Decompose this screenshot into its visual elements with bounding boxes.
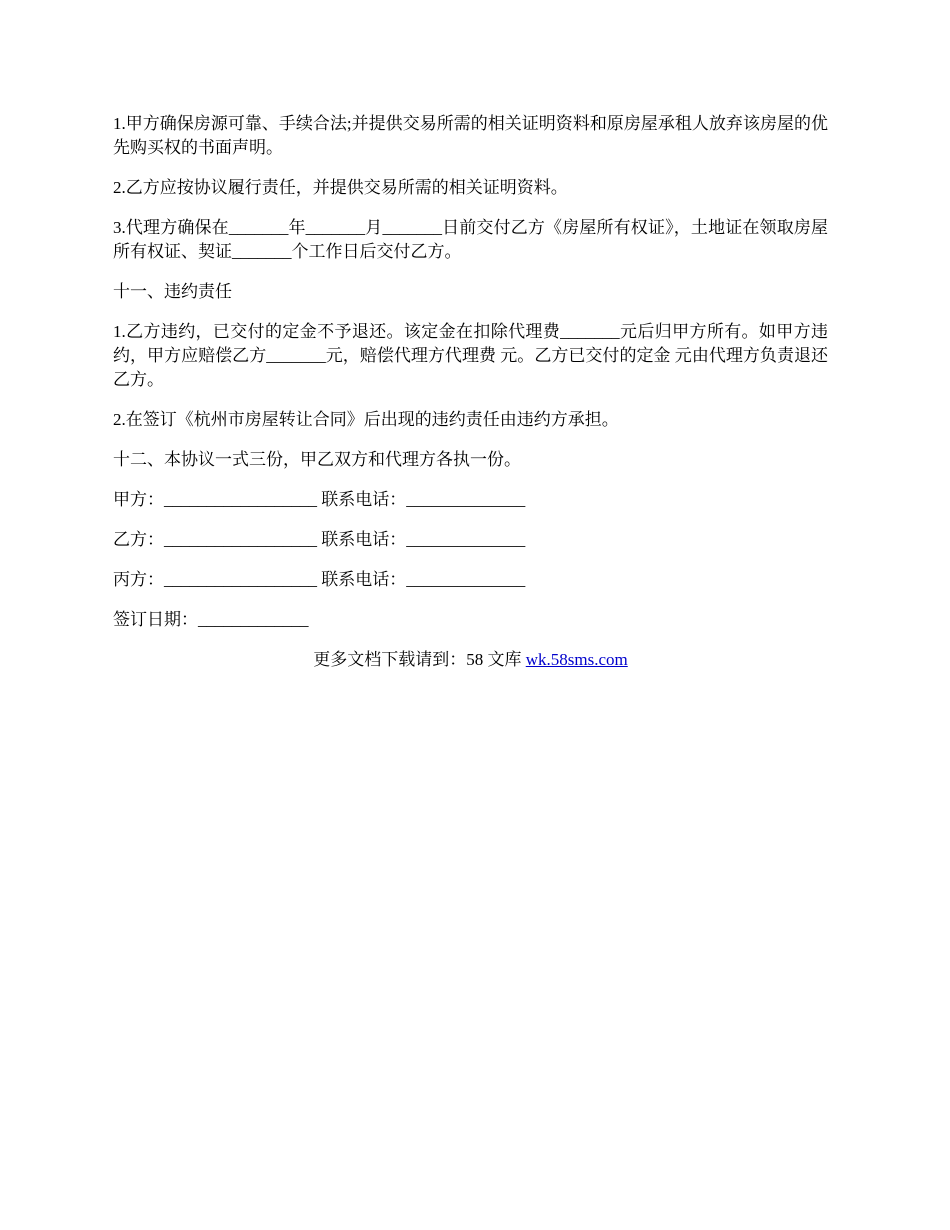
sign-date-line: 签订日期：_____________	[113, 610, 309, 629]
clause-3: 3.代理方确保在_______年_______月_______日前交付乙方《房屋所有权证》，土地证在领取房屋所有权证、契证_______个工作日后交付乙方。	[113, 218, 828, 261]
party-c-signature-line: 丙方：__________________ 联系电话：______________	[113, 570, 526, 589]
party-a-signature-line: 甲方：__________________ 联系电话：______________	[113, 490, 526, 509]
breach-clause-2: 2.在签订《杭州市房屋转让合同》后出现的违约责任由违约方承担。	[113, 410, 619, 429]
section-11-heading: 十一、违约责任	[113, 282, 232, 301]
footer	[113, 648, 828, 672]
footer-link[interactable]: wk.58sms.com	[525, 650, 628, 669]
section-12-heading: 十二、本协议一式三份，甲乙双方和代理方各执一份。	[113, 450, 521, 469]
breach-clause-1: 1.乙方违约，已交付的定金不予退还。该定金在扣除代理费_______元后归甲方所有。如甲方违约，甲方应赔偿乙方_______元，赔偿代理方代理费 元。乙方已交付的定金 元由代理方负责退还乙方。	[113, 322, 828, 389]
party-b-signature-line: 乙方：__________________ 联系电话：______________	[113, 530, 526, 549]
footer-text: 更多文档下载请到：58 文库	[313, 650, 526, 669]
clause-1: 1.甲方确保房源可靠、手续合法;并提供交易所需的相关证明资料和原房屋承租人放弃该房屋的优先购买权的书面声明。	[113, 114, 828, 157]
clause-2: 2.乙方应按协议履行责任，并提供交易所需的相关证明资料。	[113, 178, 568, 197]
document-page	[113, 112, 828, 672]
